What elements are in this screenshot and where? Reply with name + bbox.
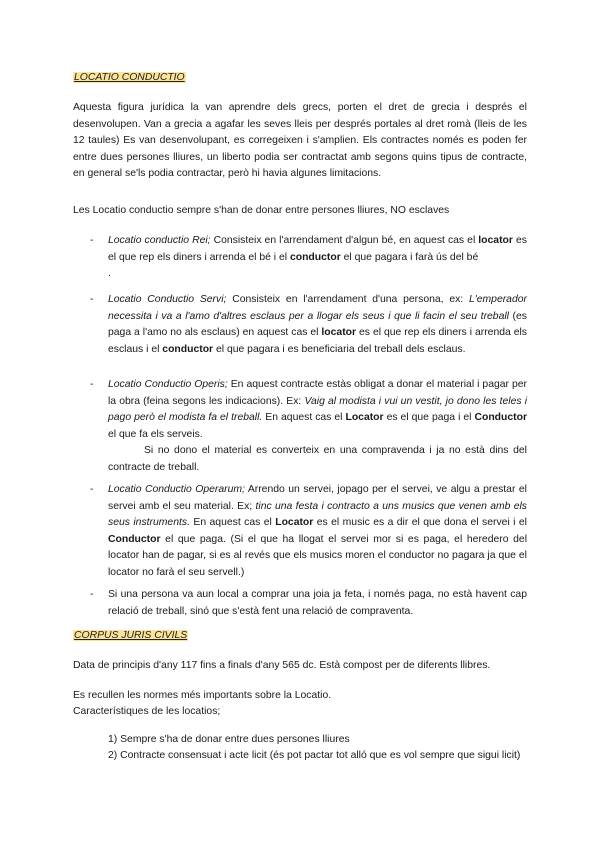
text: es el que paga i el bbox=[383, 412, 475, 424]
text: En aquest cas el bbox=[262, 412, 346, 424]
list-item-operarum bbox=[108, 482, 527, 582]
term-rei: Locatio conductio Rei; bbox=[108, 235, 211, 246]
list-item-operis bbox=[108, 377, 527, 477]
term-operis: Locatio Conductio Operis; bbox=[108, 379, 228, 390]
conductor-term: conductor bbox=[162, 343, 214, 355]
text: el que paga. (Si el que ha llogat el servei mor si es paga, el heredero del locator han de pagar, si es al revés que els musics moren el conductor no pagara ja que el locator no farà el seu servell.) bbox=[108, 533, 527, 578]
numbered-item-1: 1) Sempre s'ha de donar entre dues persones lliures bbox=[108, 734, 350, 745]
text: En aquest cas el bbox=[189, 517, 276, 529]
collect-line-2: Característiques de les locatios; bbox=[73, 706, 221, 717]
heading-corpus-text: CORPUS JURIS CIVILS bbox=[74, 630, 188, 641]
conductor-term: Conductor bbox=[108, 533, 161, 545]
list-item-servi bbox=[108, 292, 527, 358]
text: (es paga a l'amo no als esclaus) en aquest cas el bbox=[108, 310, 527, 339]
conductor-term: Conductor bbox=[474, 412, 527, 424]
heading-locatio bbox=[73, 70, 527, 87]
example-operis: Vaig al modista i vui un vestit, jo dono les teles i pago però el modista fa el treball. bbox=[108, 395, 527, 424]
heading-locatio-text: LOCATIO CONDUCTIO bbox=[74, 72, 185, 83]
stray-dot: . bbox=[108, 268, 111, 280]
conductor-term: conductor bbox=[289, 251, 341, 263]
text: Arrendo un servei, jopago per el servei, ve algu a prestar el servei amb el seu material. Ex; bbox=[108, 484, 527, 512]
rule-paragraph: Les Locatio conductio sempre s'han de donar entre persones lliures, NO esclaves bbox=[73, 205, 450, 216]
list-item-compraventa: Si una persona va aun local a comprar una joia ja feta, i només paga, no està havent cap relació de treball, sinó que s'està fent una relació de compraventa. bbox=[108, 589, 527, 617]
bullet-dash: - bbox=[90, 235, 94, 246]
example-servi: L'emperador necessita i va a l'amo d'altres esclaus per a llogar els seus i que li facin el seu treball bbox=[108, 294, 527, 322]
text: Si no dono el material es converteix en una compravenda i ja no està dins del contracte de treball. bbox=[108, 445, 527, 473]
text: el que pagara i es beneficiaria del treball dels esclaus. bbox=[213, 343, 466, 355]
text: En aquest contracte estàs obligat a donar el material i pagar per la obra (feina segons les indicacions). Ex: bbox=[108, 379, 527, 407]
locator-term: Locator bbox=[345, 412, 384, 424]
example-operarum: tinc una festa i contracto a uns musics que venen amb els seus instruments. bbox=[108, 500, 527, 529]
text: Consisteix en l'arrendament d'una persona, ex: bbox=[226, 294, 469, 305]
text: el que pagara i farà ús del bé bbox=[340, 251, 479, 263]
locator-term: locator bbox=[478, 235, 513, 246]
intro-paragraph: Aquesta figura jurídica la van aprendre dels grecs, porten el dret de grecia i després el desenvolupen. Van a grecia a agafar les seves lleis per després portales al dret romà (lleis de les 12 taules) Es van desenvolupant, es corregeixen i s'amplien. Els contractes només es poden fer entre dues persones lliures, un liberto podia ser contractat amb segons quins tipus de contracte, en general se'ls podia contractar, però hi havia algunes limitacions. bbox=[73, 102, 527, 180]
locator-term: locator bbox=[321, 327, 357, 339]
collect-line-1: Es recullen les normes més importants sobre la Locatio. bbox=[73, 690, 332, 701]
numbered-item-2: 2) Contracte consensuat i acte licit (és pot pactar tot alló que es vol sempre que sigui licit) bbox=[108, 750, 521, 761]
text: Consisteix en l'arrendament d'algun bé, en aquest cas el bbox=[210, 235, 479, 246]
text: el que fa els serveis. bbox=[108, 428, 203, 440]
bullet-dash: - bbox=[90, 379, 94, 390]
list-item-rei bbox=[108, 233, 527, 283]
term-servi: Locatio Conductio Servi; bbox=[108, 294, 227, 305]
bullet-dash: - bbox=[90, 589, 94, 600]
heading-corpus bbox=[73, 628, 527, 645]
dates-paragraph: Data de principis d'any 117 fins a finals d'any 565 dc. Està compost per de diferents llibres. bbox=[73, 660, 491, 671]
locator-term: Locator bbox=[275, 517, 314, 529]
text: es el que rep els diners i arrenda els esclaus i el bbox=[108, 327, 528, 355]
bullet-dash: - bbox=[90, 484, 94, 495]
text: es el music es a dir el que dona el servei i el bbox=[313, 517, 527, 529]
term-operarum: Locatio Conductio Operarum; bbox=[108, 484, 245, 495]
bullet-dash: - bbox=[90, 294, 94, 305]
text: es el que rep els diners i arrenda el bé i el bbox=[108, 235, 527, 263]
